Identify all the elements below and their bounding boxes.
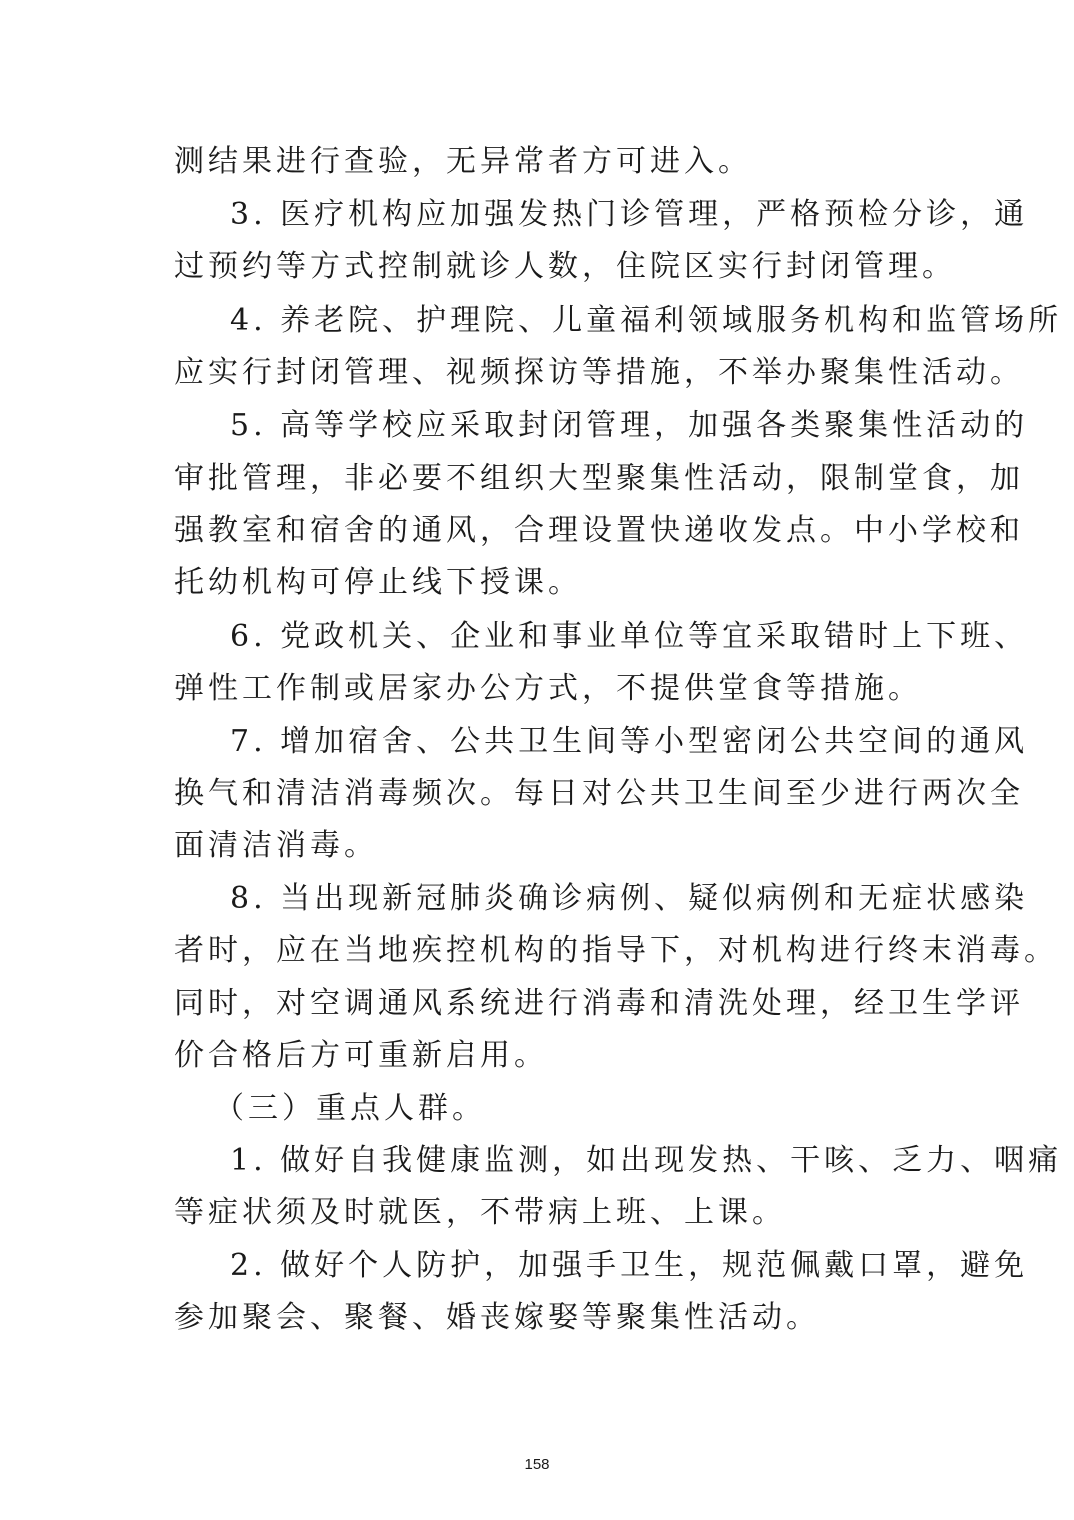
section-heading: （三）重点人群。: [214, 1091, 486, 1126]
body-line: 过预约等方式控制就诊人数，住院区实行封闭管理。: [174, 249, 956, 284]
body-line: 参加聚会、聚餐、婚丧嫁娶等聚集性活动。: [174, 1300, 820, 1335]
body-line: 审批管理，非必要不组织大型聚集性活动，限制堂食，加: [174, 461, 1024, 496]
list-item-7-line: 7. 增加宿舍、公共卫生间等小型密闭公共空间的通风: [230, 724, 1029, 759]
list-item-1-line: 1. 做好自我健康监测，如出现发热、干咳、乏力、咽痛: [230, 1143, 1063, 1178]
body-line: 托幼机构可停止线下授课。: [174, 565, 582, 600]
list-item-6-line: 6. 党政机关、企业和事业单位等宜采取错时上下班、: [230, 619, 1029, 654]
list-item-4-line: 4. 养老院、护理院、儿童福利领域服务机构和监管场所: [230, 303, 1063, 338]
page-number: 158: [524, 1456, 550, 1473]
body-line: 价合格后方可重新启用。: [174, 1038, 548, 1073]
list-item-2-line: 2. 做好个人防护，加强手卫生，规范佩戴口罩，避免: [230, 1248, 1029, 1283]
body-line: 者时，应在当地疾控机构的指导下，对机构进行终末消毒。: [174, 933, 1058, 968]
body-line: 同时，对空调通风系统进行消毒和清洗处理，经卫生学评: [174, 986, 1024, 1021]
body-line: 强教室和宿舍的通风，合理设置快递收发点。中小学校和: [174, 513, 1024, 548]
body-line: 弹性工作制或居家办公方式，不提供堂食等措施。: [174, 671, 922, 706]
list-item-5-line: 5. 高等学校应采取封闭管理，加强各类聚集性活动的: [230, 408, 1029, 443]
list-item-3-line: 3. 医疗机构应加强发热门诊管理，严格预检分诊，通: [230, 197, 1029, 232]
body-line: 面清洁消毒。: [174, 828, 378, 863]
body-line: 应实行封闭管理、视频探访等措施，不举办聚集性活动。: [174, 355, 1024, 390]
body-line: 等症状须及时就医，不带病上班、上课。: [174, 1195, 786, 1230]
list-item-8-line: 8. 当出现新冠肺炎确诊病例、疑似病例和无症状感染: [230, 881, 1029, 916]
body-line: 换气和清洁消毒频次。每日对公共卫生间至少进行两次全: [174, 776, 1024, 811]
body-line: 测结果进行查验，无异常者方可进入。: [174, 144, 752, 179]
